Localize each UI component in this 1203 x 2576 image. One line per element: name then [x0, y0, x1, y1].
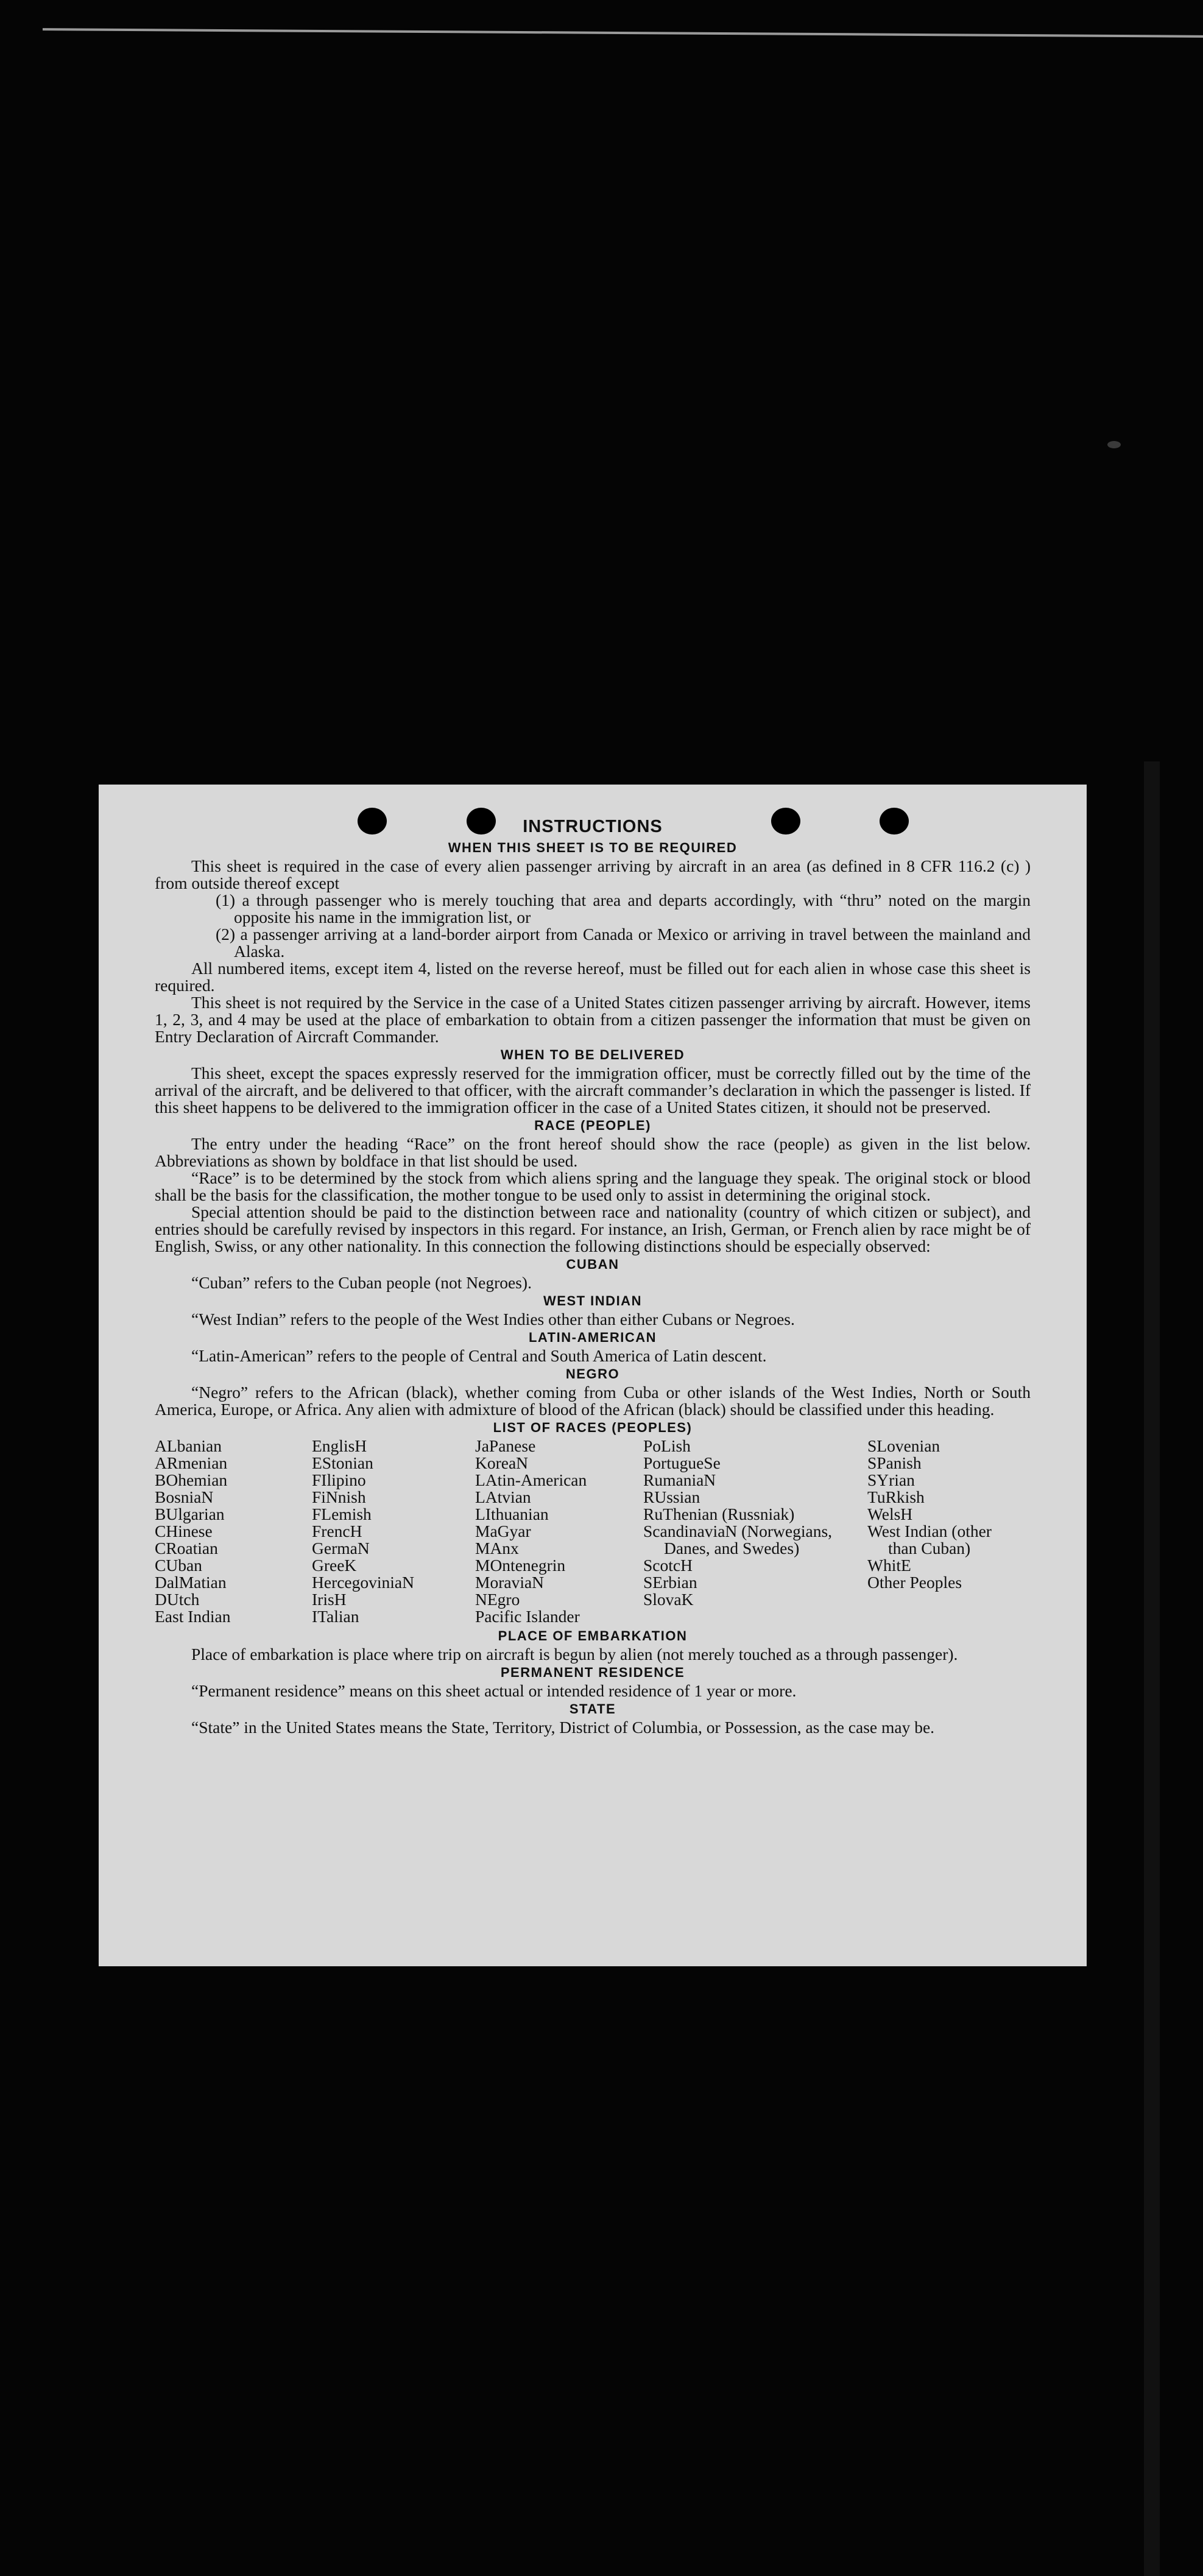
paragraph: “Negro” refers to the African (black), whether coming from Cuba or other islands of the West Indies, North or South America, Europe, or Africa. Any alien with admixture of blood of the African (black) should be classified under this heading. — [155, 1383, 1031, 1419]
film-speck — [1107, 441, 1121, 448]
races-column — [643, 1438, 867, 1625]
race-entry: FIlipino — [312, 1470, 366, 1489]
paragraph: “West Indian” refers to the people of the West Indies other than either Cubans or Negroes. — [191, 1310, 795, 1329]
section-title-when-required: WHEN THIS SHEET IS TO BE REQUIRED — [448, 840, 738, 855]
race-entry: RUssian — [643, 1487, 700, 1506]
paragraph: “Permanent residence” means on this sheet actual or intended residence of 1 year or more. — [191, 1681, 797, 1700]
section-title-west-indian: WEST INDIAN — [543, 1293, 642, 1308]
sheet-heading: INSTRUCTIONS — [523, 817, 663, 836]
race-entry: SLovenian — [867, 1436, 940, 1455]
races-list — [155, 1438, 1031, 1625]
race-entry: TuRkish — [867, 1487, 925, 1506]
race-entry: SlovaK — [643, 1590, 694, 1609]
race-entry: MoraviaN — [475, 1573, 545, 1592]
race-entry: ITalian — [312, 1607, 359, 1626]
paragraph: The entry under the heading “Race” on the front hereof should show the race (people) as given in the list below. Abbreviations as shown by boldface in that list should be used. — [155, 1134, 1031, 1170]
race-entry: NEgro — [475, 1590, 520, 1609]
race-entry: WelsH — [867, 1505, 913, 1523]
races-column — [867, 1438, 1014, 1625]
paragraph: Special attention should be paid to the distinction between race and nationality (country of which citizen or subject), and entries should be carefully revised by inspectors in this regard. For instance, an Irish, German, or French alien by race might be of English, Swiss, or any other nationality. In this connection the following distinctions should be especially observed: — [155, 1202, 1031, 1255]
race-entry: LIthuanian — [475, 1505, 549, 1523]
race-entry: BosniaN — [155, 1487, 214, 1506]
race-entry: ScotcH — [643, 1556, 693, 1575]
races-column — [312, 1438, 475, 1625]
race-entry: West Indian (other than Cuban) — [867, 1522, 992, 1558]
race-entry: SErbian — [643, 1573, 697, 1592]
race-entry: MaGyar — [475, 1522, 531, 1540]
section-title-latin-american: LATIN-AMERICAN — [528, 1330, 657, 1345]
race-entry: PoLish — [643, 1436, 691, 1455]
races-column — [155, 1438, 312, 1625]
section-title-cuban: CUBAN — [566, 1257, 619, 1272]
race-entry: Other Peoples — [867, 1573, 962, 1592]
race-entry: ALbanian — [155, 1436, 222, 1455]
race-entry: PortugueSe — [643, 1453, 721, 1472]
paragraph: “Cuban” refers to the Cuban people (not Negroes). — [191, 1273, 532, 1292]
race-entry: GermaN — [312, 1539, 370, 1558]
race-entry: EStonian — [312, 1453, 373, 1472]
race-entry: MOntenegrin — [475, 1556, 566, 1575]
race-entry: FiNnish — [312, 1487, 366, 1506]
section-title-when-delivered: WHEN TO BE DELIVERED — [500, 1047, 685, 1062]
race-entry: RumaniaN — [643, 1470, 716, 1489]
race-entry: East Indian — [155, 1607, 231, 1626]
races-column — [475, 1438, 643, 1625]
race-entry: HercegoviniaN — [312, 1573, 414, 1592]
race-entry: DUtch — [155, 1590, 200, 1609]
punch-hole — [467, 808, 496, 835]
paragraph: “Race” is to be determined by the stock from which aliens spring and the language they speak. The original stock or blood shall be the basis for the classification, the mother tongue to be used only to assist in determining the original stock. — [155, 1168, 1031, 1204]
section-title-state: STATE — [569, 1701, 616, 1717]
film-edge-line — [43, 28, 1203, 38]
section-title-list-of-races: LIST OF RACES (PEOPLES) — [493, 1420, 693, 1435]
race-entry: LAtin-American — [475, 1470, 587, 1489]
paragraph: This sheet is not required by the Service in the case of a United States citizen passenger arriving by aircraft. However, items 1, 2, 3, and 4 may be used at the place of embarkation to obtain from a citizen passenger the information that must be given on Entry Declaration of Aircraft Commander. — [155, 993, 1031, 1046]
paragraph: “Latin-American” refers to the people of Central and South America of Latin descent. — [191, 1346, 767, 1365]
punch-hole — [771, 808, 800, 835]
list-item: (2) a passenger arriving at a land-border airport from Canada or Mexico or arriving in travel between the mainland and Alaska. — [216, 925, 1031, 961]
punch-hole — [880, 808, 909, 835]
punch-hole — [358, 808, 387, 835]
race-entry: Pacific Islander — [475, 1607, 580, 1626]
paragraph: This sheet is required in the case of every alien passenger arriving by aircraft in an area (as defined in 8 CFR 116.2 (c) ) from outside thereof except — [155, 856, 1031, 892]
section-title-place-of-embarkation: PLACE OF EMBARKATION — [498, 1628, 688, 1643]
film-edge-bar — [1144, 761, 1160, 2576]
race-entry: JaPanese — [475, 1436, 536, 1455]
race-entry: CRoatian — [155, 1539, 218, 1558]
instruction-sheet — [99, 785, 1087, 1966]
race-entry: IrisH — [312, 1590, 347, 1609]
race-entry: DalMatian — [155, 1573, 227, 1592]
race-entry: MAnx — [475, 1539, 519, 1558]
race-entry: CUban — [155, 1556, 202, 1575]
race-entry: ARmenian — [155, 1453, 228, 1472]
section-title-race: RACE (PEOPLE) — [534, 1118, 651, 1133]
race-entry: RuThenian (Russniak) — [643, 1505, 795, 1523]
paragraph: This sheet, except the spaces expressly reserved for the immigration officer, must be correctly filled out by the time of the arrival of the aircraft, and be delivered to that officer, with the aircraft commander’s declaration in which the passenger is listed. If this sheet happens to be delivered to the immigration officer in the case of a United States citizen, it should not be preserved. — [155, 1064, 1031, 1117]
race-entry: LAtvian — [475, 1487, 531, 1506]
race-entry: FrencH — [312, 1522, 362, 1540]
race-entry: SPanish — [867, 1453, 922, 1472]
race-entry: ScandinaviaN (Norwegians, Danes, and Swedes) — [643, 1522, 833, 1558]
section-title-permanent-residence: PERMANENT RESIDENCE — [500, 1665, 685, 1680]
race-entry: BUlgarian — [155, 1505, 225, 1523]
paragraph: “State” in the United States means the State, Territory, District of Columbia, or Possession, as the case may be. — [191, 1718, 935, 1737]
section-title-negro: NEGRO — [565, 1366, 620, 1382]
paragraph: Place of embarkation is place where trip on aircraft is begun by alien (not merely touched as a through passenger). — [191, 1645, 958, 1664]
race-entry: GreeK — [312, 1556, 357, 1575]
race-entry: KoreaN — [475, 1453, 529, 1472]
paragraph: All numbered items, except item 4, listed on the reverse hereof, must be filled out for each alien in whose case this sheet is required. — [155, 959, 1031, 995]
race-entry: CHinese — [155, 1522, 213, 1540]
race-entry: WhitE — [867, 1556, 911, 1575]
race-entry: FLemish — [312, 1505, 372, 1523]
list-item: (1) a through passenger who is merely touching that area and departs accordingly, with “thru” noted on the margin opposite his name in the immigration list, or — [216, 891, 1031, 926]
race-entry: SYrian — [867, 1470, 915, 1489]
race-entry: BOhemian — [155, 1470, 228, 1489]
race-entry: EnglisH — [312, 1436, 367, 1455]
